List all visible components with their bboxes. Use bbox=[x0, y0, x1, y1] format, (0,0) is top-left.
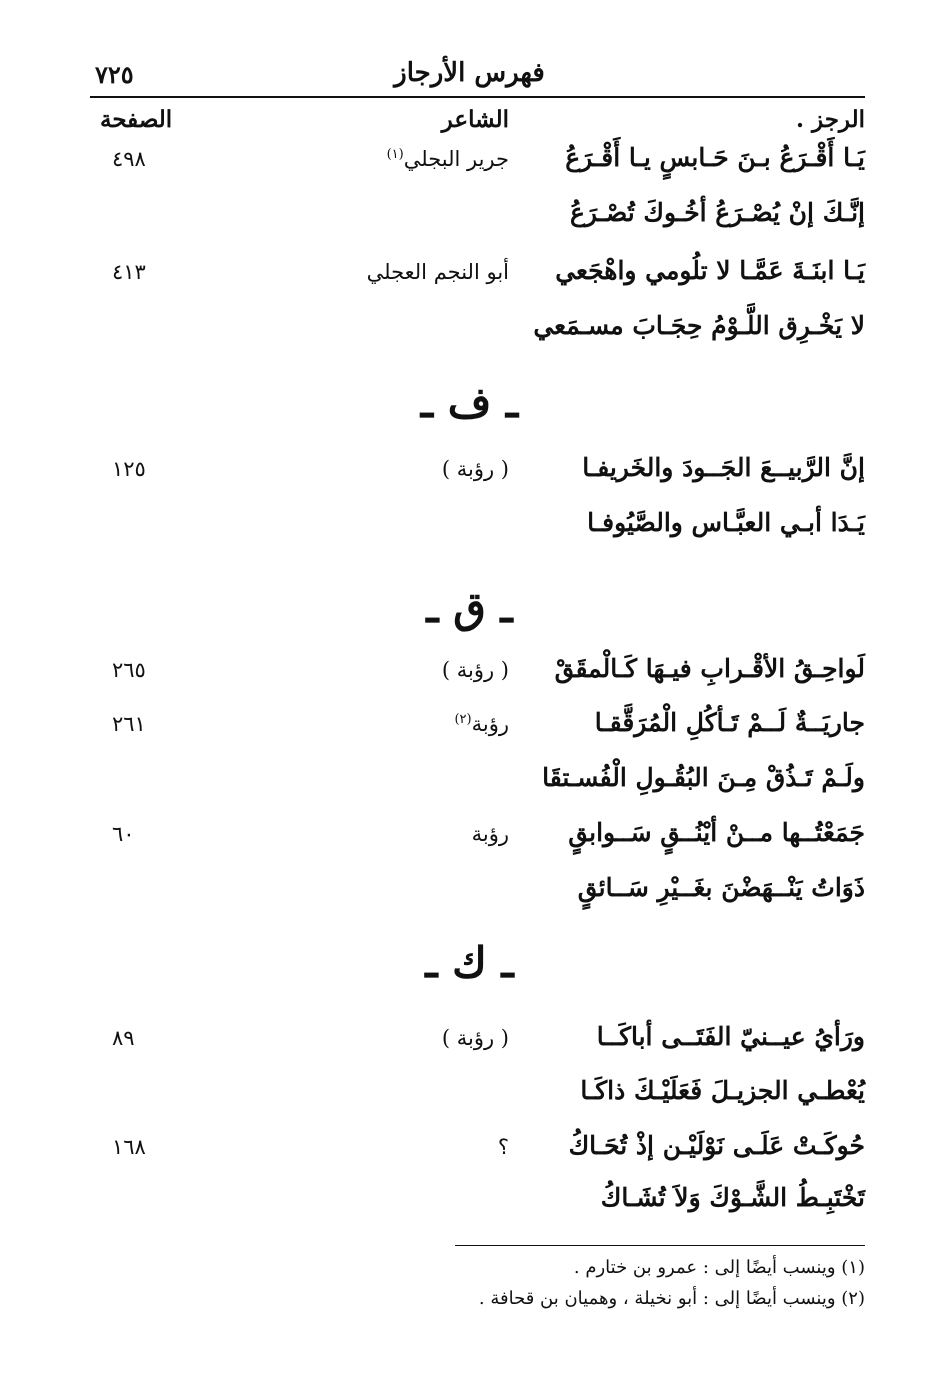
footnote: (١) وينسب أيضًا إلى : عمرو بن ختارم . bbox=[573, 1257, 865, 1278]
index-row bbox=[0, 198, 939, 248]
index-row bbox=[0, 708, 939, 758]
section-letter-kaf: ـ ك ـ bbox=[425, 938, 514, 987]
verse-text: إنَّ الرَّبيــعَ الجَــودَ والخَريفـا bbox=[582, 453, 865, 482]
verse-text: إنَّـكَ إنْ يُصْـرَعُ أخُـوكَ تُصْـرَعُ bbox=[569, 198, 865, 227]
verse-text: يُعْطـي الجزيـلَ فَعَلَيْـكَ ذاكَـا bbox=[580, 1076, 865, 1105]
index-row bbox=[0, 818, 939, 868]
page-number: ٧٢٥ bbox=[95, 60, 134, 89]
poet-name: ( رؤبة ) bbox=[441, 457, 509, 481]
poet-name: أبو النجم العجلي bbox=[366, 260, 509, 284]
page-ref: ٨٩ bbox=[112, 1026, 135, 1050]
index-row bbox=[0, 654, 939, 704]
column-header-page: الصفحة bbox=[100, 106, 173, 133]
poet-name: ؟ bbox=[497, 1135, 509, 1159]
page-ref: ٤١٣ bbox=[112, 260, 146, 284]
poet-name: ( رؤبة ) bbox=[441, 658, 509, 682]
verse-text: حُوكَـتْ عَلَـى نَوْلَيْـن إذْ تُحَـاكُ bbox=[568, 1131, 865, 1160]
footnote: (٢) وينسب أيضًا إلى : أبو نخيلة ، وهميان بن قحافة . bbox=[478, 1288, 865, 1309]
page-ref: ٢٦٥ bbox=[112, 658, 146, 682]
index-row bbox=[0, 508, 939, 558]
header-divider bbox=[90, 96, 865, 98]
verse-text: ولَـمْ تَـذُقْ مِـنَ البُقُـولِ الْفُسـتقَا bbox=[542, 763, 865, 792]
footnote-ref: (١) bbox=[386, 147, 404, 162]
poet-name: جرير البجلي$^{(١)}$ bbox=[386, 147, 509, 171]
verse-text: يَـا أَقْـرَعُ بـنَ حَـابسٍ يـا أَقْـرَعُ bbox=[565, 143, 865, 172]
poet-name: رؤبة bbox=[471, 822, 509, 846]
verse-text: جَمَعْتُــها مــنْ أيْنُــقٍ سَــوابقٍ bbox=[568, 818, 865, 847]
index-row bbox=[0, 1076, 939, 1126]
page-ref: ١٦٨ bbox=[112, 1135, 146, 1159]
column-header-rajaz: الرجز . bbox=[795, 106, 865, 133]
verse-text: تَخْتَبِـطُ الشَّـوْكَ وَلاَ تُشَـاكُ bbox=[600, 1183, 865, 1212]
page-ref: ٦٠ bbox=[112, 822, 135, 846]
index-row bbox=[0, 453, 939, 503]
poet-name: رؤبة$^{(٢)}$ bbox=[454, 712, 509, 736]
page-ref: ٤٩٨ bbox=[112, 147, 146, 171]
verse-text: ورَأيُ عيــنيّ الفَتَــى أباكَــا bbox=[596, 1022, 865, 1051]
verse-text: يَـا ابنَـةَ عَمَّـا لا تلُومي واهْجَعي bbox=[555, 256, 865, 285]
verse-text: لا يَخْـرِق اللَّـوْمُ حِجَـابَ مسـمَعي bbox=[533, 311, 865, 340]
page-ref: ٢٦١ bbox=[112, 712, 146, 736]
index-row bbox=[0, 1131, 939, 1181]
index-row bbox=[0, 1183, 939, 1233]
page-title: فهرس الأرجاز bbox=[394, 58, 545, 88]
verse-text: ذَوَاتُ يَنْــهَضْنَ بغَــيْرِ سَــائقٍ bbox=[577, 873, 865, 902]
index-row bbox=[0, 256, 939, 306]
section-letter-qaf: ـ ق ـ bbox=[426, 583, 513, 632]
footnote-divider bbox=[455, 1245, 865, 1246]
poet-name: ( رؤبة ) bbox=[441, 1026, 509, 1050]
section-letter-fa: ـ ف ـ bbox=[420, 378, 519, 427]
index-row bbox=[0, 311, 939, 361]
verse-text: جاريَــةٌ لَــمْ تَـأكُلِ الْمُرَقَّقـا bbox=[594, 708, 865, 737]
page-ref: ١٢٥ bbox=[112, 457, 146, 481]
footnote-ref: (٢) bbox=[454, 712, 472, 727]
verse-text: لَواحِـقُ الأقْـرابِ فيـهَا كَـالْمقَقْ bbox=[554, 654, 865, 683]
column-header-poet: الشاعر bbox=[441, 106, 509, 133]
index-row bbox=[0, 1022, 939, 1072]
verse-text: يَـدَا أبـي العبَّـاس والصَّيُوفـا bbox=[587, 508, 865, 537]
index-row bbox=[0, 873, 939, 923]
index-row bbox=[0, 143, 939, 193]
index-row bbox=[0, 763, 939, 813]
